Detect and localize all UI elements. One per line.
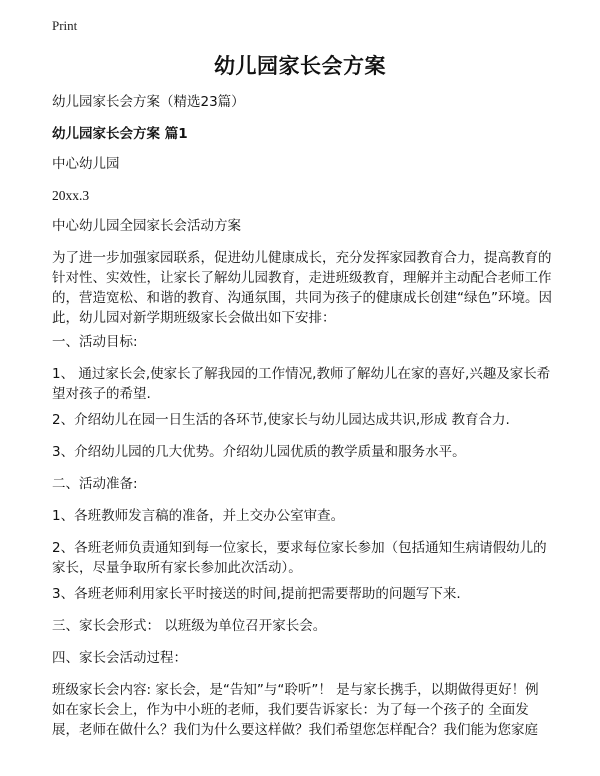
paragraph: 班级家长会内容: 家长会，是“告知”与“聆听”！ 是与家长携手，以期做得更好！例如在家长会上，作为中小班的老师，我们要告诉家长：为了每一个孩子的 全面发展，老师在做什么？我们为什么要这样做？我们希望您怎样配合？我们能为您家庭 [52, 682, 539, 738]
paragraph: 3、介绍幼儿园的几大优势。介绍幼儿园优质的教学质量和服务水平。 [52, 444, 466, 460]
paragraph: 三、家长会形式： 以班级为单位召开家长会。 [52, 618, 327, 634]
paragraph: 3、各班老师利用家长平时接送的时间,提前把需要帮助的问题写下来. [52, 586, 461, 602]
print-link[interactable]: Print [52, 18, 78, 33]
page-title: 幼儿园家长会方案 [214, 54, 386, 78]
paragraph: 一、活动目标: [52, 334, 138, 350]
subtitle: 幼儿园家长会方案（精选23篇） [52, 94, 245, 110]
paragraph: 为了进一步加强家园联系，促进幼儿健康成长，充分发挥家园教育合力，提高教育的针对性、实效性，让家长了解幼儿园教育，走进班级教育，理解并主动配合老师工作的，营造宽松、和谐的教育、沟通氛围，共同为孩子的健康成长创建“绿色”环境。因此，幼儿园对新学期班级家长会做出如下安排： [52, 250, 552, 326]
paragraph: 2、介绍幼儿在园一日生活的各环节,使家长与幼儿园达成共识,形成 教育合力. [52, 412, 510, 428]
paragraph-date: 20xx.3 [52, 188, 90, 203]
paragraph: 二、活动准备: [52, 476, 138, 492]
paragraph: 1、各班教师发言稿的准备，并上交办公室审查。 [52, 508, 345, 524]
paragraph: 中心幼儿园全园家长会活动方案 [52, 218, 241, 234]
paragraph: 四、家长会活动过程： [52, 650, 187, 666]
paragraph: 中心幼儿园 [52, 156, 120, 172]
section-heading: 幼儿园家长会方案 篇1 [52, 126, 188, 142]
paragraph: 2、各班老师负责通知到每一位家长，要求每位家长参加（包括通知生病请假幼儿的家长，尽量争取所有家长参加此次活动）。 [52, 540, 547, 576]
paragraph: 1、 通过家长会,使家长了解我园的工作情况,教师了解幼儿在家的喜好,兴趣及家长希望对孩子的希望. [52, 366, 551, 402]
